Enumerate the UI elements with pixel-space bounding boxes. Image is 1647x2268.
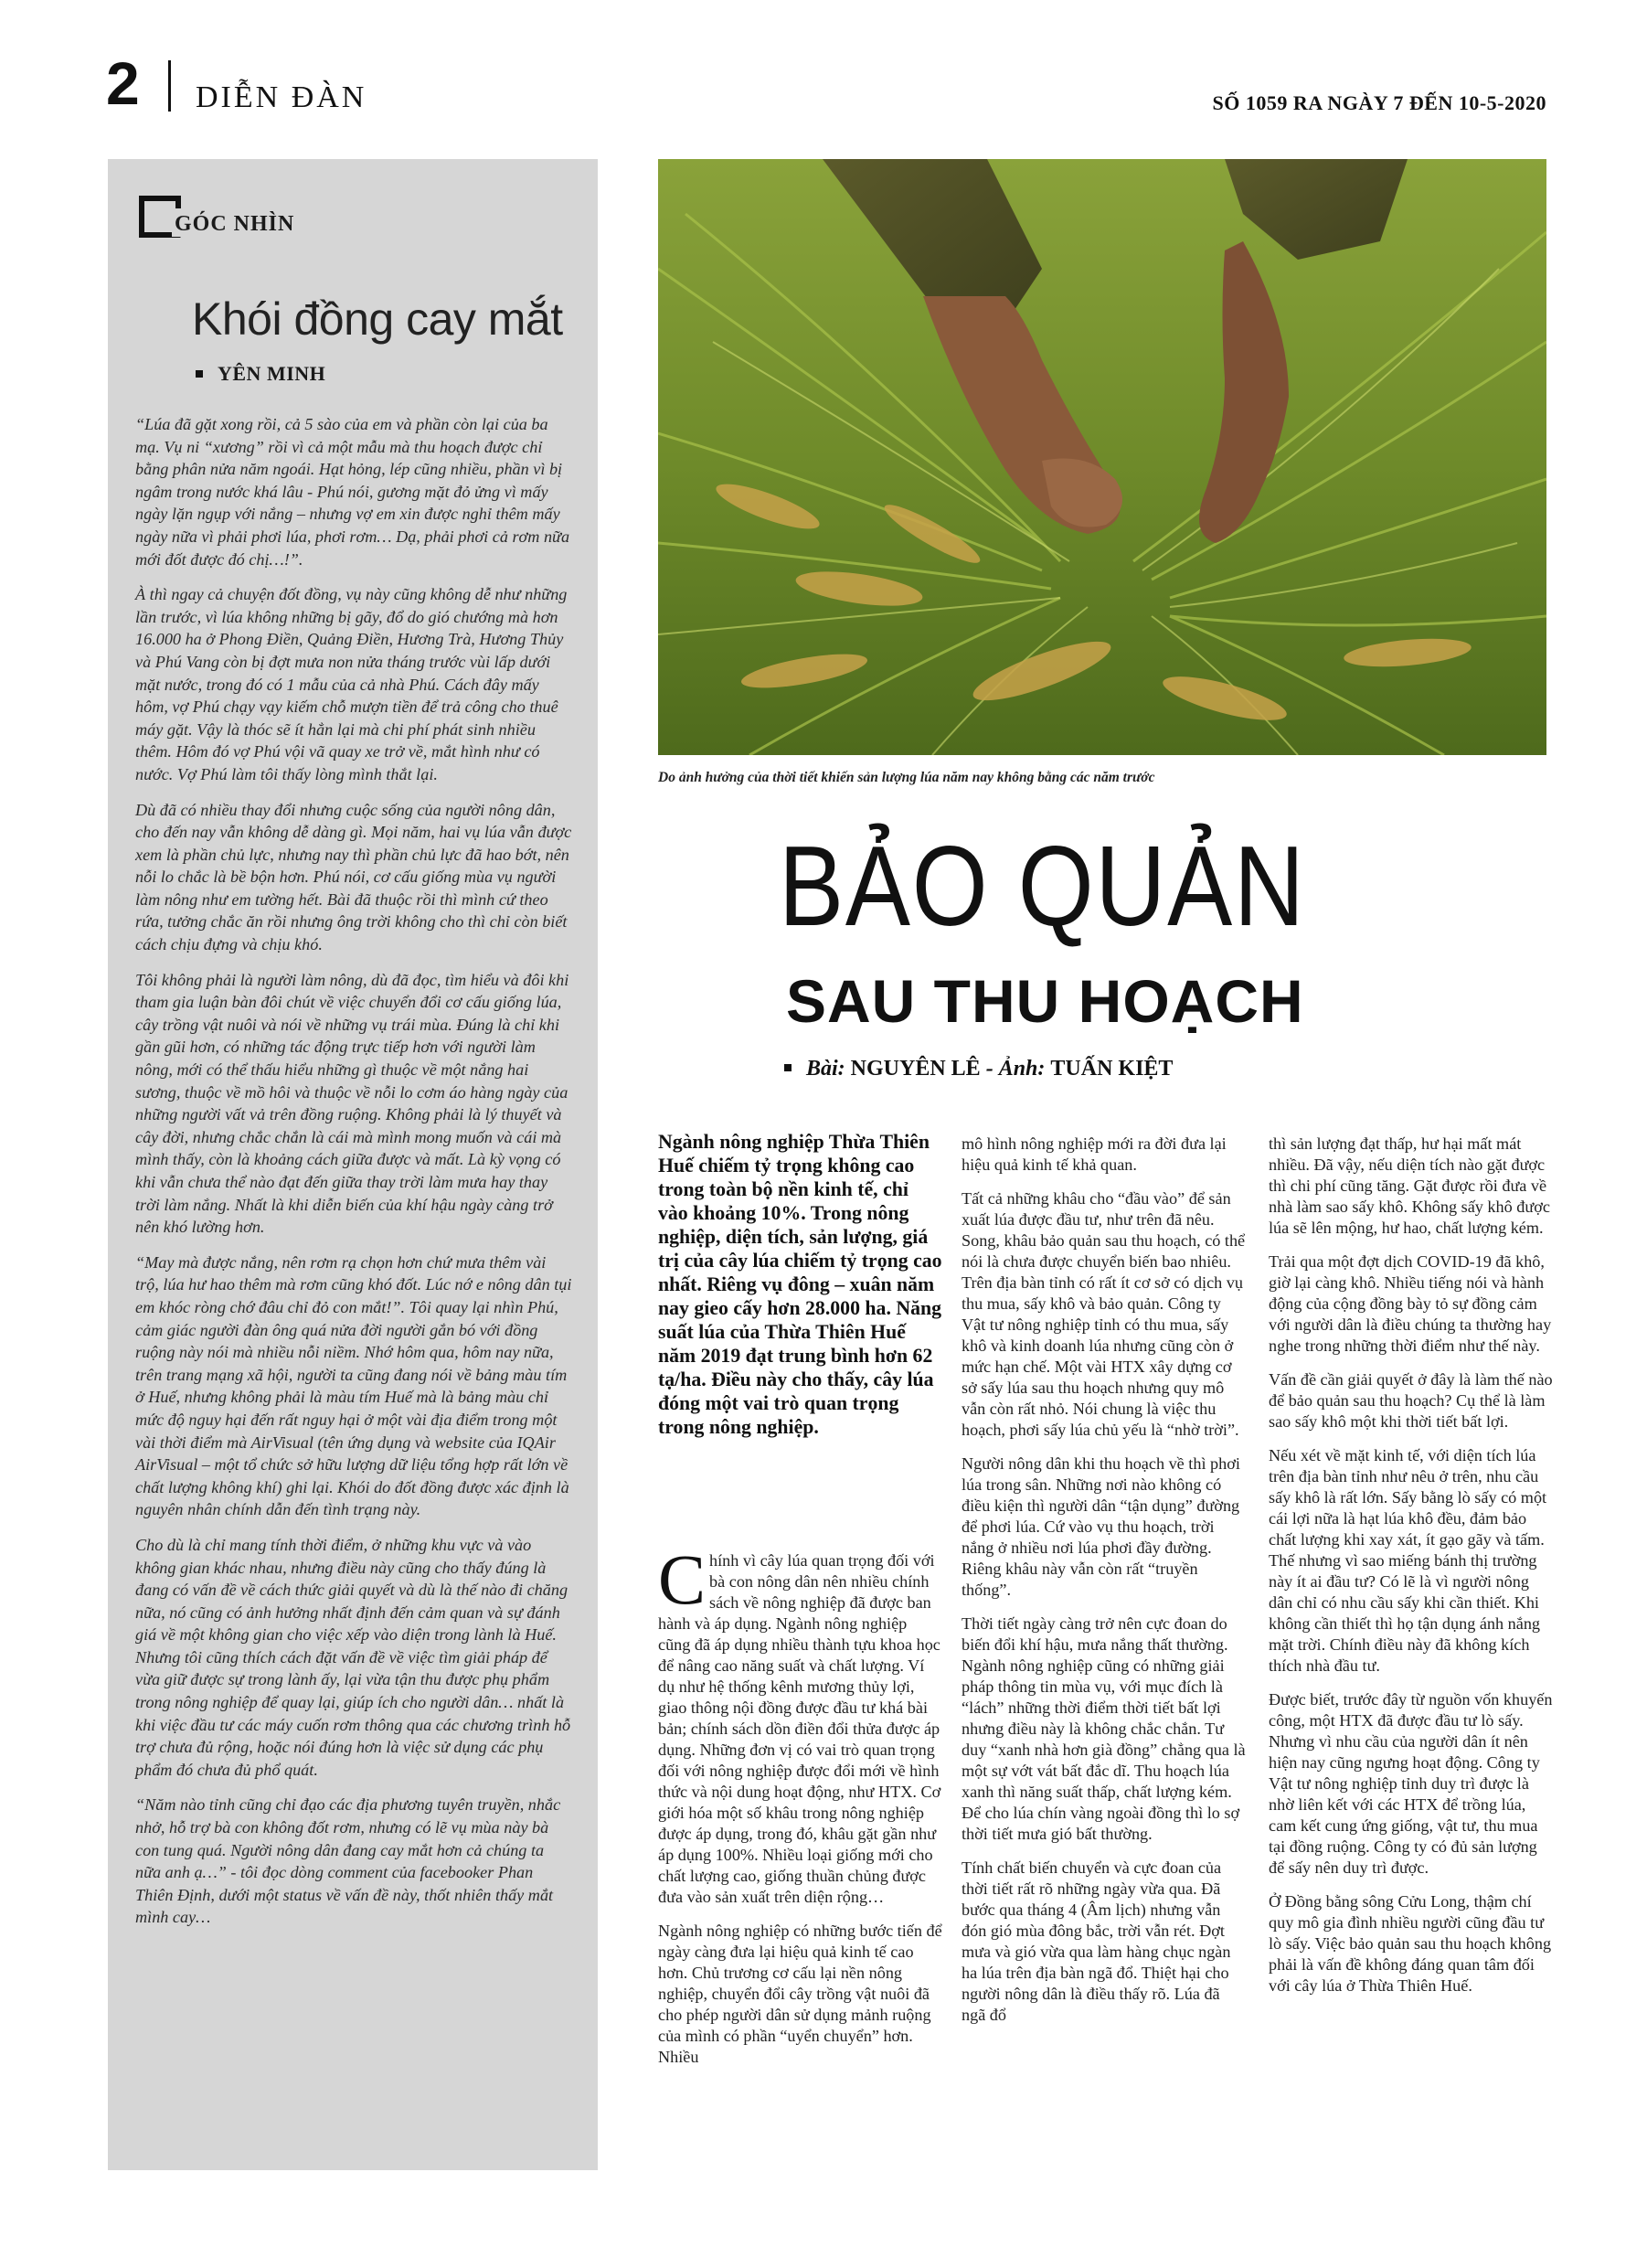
- sidebar-author: [196, 362, 325, 386]
- article-paragraph: Được biết, trước đây từ nguồn vốn khuyến công, một HTX đã được đầu tư lò sấy. Nhưng vì nhu cầu của người dân ít nên hiện nay cũng ngưng hoạt động. Công ty Vật tư nông nghiệp tỉnh duy trì được là nhờ liên kết với các HTX để trồng lúa, cam kết cung ứng giống, vật tư, thu mua tại đồng ruộng. Công ty có đủ sản lượng để sấy nên duy trì được.: [1269, 1690, 1553, 1877]
- article-paragraph: Người nông dân khi thu hoạch về thì phơi lúa trong sân. Những nơi nào không có điều kiện thì người dân “tận dụng” đường để phơi lúa. Cứ vào vụ thu hoạch, trời nắng ở nhiều nơi lúa phơi đầy đường. Riêng khâu này vẫn còn rất “truyền thống”.: [962, 1454, 1240, 1599]
- sidebar-paragraph: Dù đã có nhiều thay đổi nhưng cuộc sống của người nông dân, cho đến nay vẫn không dễ dàng gì. Mọi năm, hai vụ lúa vẫn được xem là phần chủ lực, nhưng nay thì phần chủ lực đã hao bớt, nên nỗi lo chắc là bề bộn hơn. Phú nói, cơ cấu giống mùa vụ người làm nông như em tường hết. Bài đã thuộc rồi thì mình cứ theo rứa, tưởng chắc ăn rồi nhưng ông trời không cho thì chỉ còn biết cách chịu đựng và chịu khó.: [135, 800, 572, 954]
- article-column-1: [658, 1130, 943, 1452]
- byline-role: Ảnh:: [998, 1057, 1046, 1081]
- sidebar-opinion-column: [108, 159, 598, 2170]
- photo-caption: Do ảnh hưởng của thời tiết khiến sản lượng lúa năm nay không bằng các năm trước: [658, 770, 1155, 785]
- article-headline: BẢO QUẢN: [779, 824, 1306, 950]
- byline-photographer: TUẤN KIỆT: [1050, 1057, 1174, 1081]
- drop-cap: C: [658, 1539, 707, 1619]
- byline-role: Bài:: [806, 1057, 845, 1081]
- byline-author: NGUYÊN LÊ: [850, 1057, 981, 1081]
- sidebar-paragraph: Cho dù là chỉ mang tính thời điểm, ở những khu vực và vào không gian khác nhau, nhưng điều này cũng cho thấy đúng là đang có vấn đề về cách thức giải quyết và dù là thế nào đi chăng nữa, nó cũng có ảnh hưởng nhất định đến cảm quan và sự đánh giá về một không gian cho việc xếp vào diện trong lành là Huế. Nhưng tôi cũng thích cách đặt vấn đề về việc tìm giải pháp để vừa giữ được sự trong lành ấy, lại vừa tận thu được phụ phẩm trong nông nghiệp để quay lại, giúp ích cho người dân… nhất là khi việc đầu tư các máy cuốn rơm thông qua các chương trình hỗ trợ chưa đủ rộng, hoặc nói đúng hơn là việc sử dụng các phụ phẩm đó chưa đủ phổ quát.: [135, 1535, 571, 1779]
- article-byline: [784, 1057, 1173, 1081]
- article-paragraph: Tất cả những khâu cho “đầu vào” để sản xuất lúa được đầu tư, như trên đã nêu. Song, khâu bảo quản sau thu hoạch, có thể nói là chưa được chuyển biến bao nhiêu. Trên địa bàn tỉnh có rất ít cơ sở có dịch vụ thu mua, sấy khô và bảo quản. Công ty Vật tư nông nghiệp tỉnh có thu mua, sấy khô và kinh doanh lúa nhưng cũng còn ở mức hạn chế. Một vài HTX xây dựng cơ sở sấy lúa sau thu hoạch nhưng quy mô vẫn còn rất nhỏ. Nói chung là việc thu hoạch, phơi sấy lúa chủ yếu là “nhờ trời”.: [962, 1189, 1246, 1439]
- article-paragraph: Nếu xét về mặt kinh tế, với diện tích lúa trên địa bàn tỉnh như nêu ở trên, nhu cầu sấy khô là rất lớn. Sấy bằng lò sấy có một cái lợi nữa là hạt lúa khô đều, đảm bảo chất lượng khi xay xát, ít gạo gãy và tấm. Thế nhưng vì sao miếng bánh thị trường này ít ai đầu tư? Có lẽ là vì người nông dân chỉ có nhu cầu sấy khi cần thiết. Khi không cần thiết thì họ tận dụng ánh nắng mặt trời. Chính điều này đã không kích thích nhà đầu tư.: [1269, 1446, 1547, 1675]
- issue-info: SỐ 1059 RA NGÀY 7 ĐẾN 10-5-2020: [1212, 91, 1546, 114]
- section-name: DIỄN ĐÀN: [196, 80, 367, 114]
- article-paragraph: Tính chất biến chuyển và cực đoan của thời tiết rất rõ những ngày vừa qua. Đã bước qua tháng 4 (Âm lịch) nhưng vẫn đón gió mùa đông bắc, trời vẫn rét. Đợt mưa và gió vừa qua làm hàng chục ngàn ha lúa trên địa bàn ngã đổ. Thiệt hại cho người nông dân là điều thấy rõ. Lúa đã ngã đổ: [962, 1858, 1231, 2024]
- bullet-icon: [784, 1064, 792, 1071]
- page-number: 2: [106, 49, 140, 117]
- article-subheadline: SAU THU HOẠCH: [786, 967, 1304, 1035]
- column-label: GÓC NHÌN: [172, 212, 297, 237]
- sidebar-paragraph: “May mà được nắng, nên rơm rạ chọn hơn chứ mưa thêm vài trộ, lúa hư hao thêm mà rơm cũng khó đốt. Lúc nớ e nông dân tụi em khóc ròng chớ đâu chỉ đỏ con mắt!”. Tôi quay lại nhìn Phú, cảm giác người đàn ông quá nửa đời người gắn bó với đồng ruộng này nói mà nhiều nỗi niềm. Nhớ hôm qua, hôm nay nữa, trên trang mạng xã hội, người ta cũng đang nói về bảng màu tím ở Huế, nhưng không phải là màu tím Huế mà là bảng màu chỉ mức độ nguy hại đến rất nguy hại ở một vài địa điểm trong một vài thời điểm mà AirVisual (tên ứng dụng và website của IQAir AirVisual – một tổ chức sở hữu lượng dữ liệu tổng hợp rất lớn về chất lượng không khí) ghi lại. Khói do đốt đồng được xác định là nguyên nhân chính dẫn đến tình trạng này.: [135, 1252, 572, 1519]
- rice-harvest-photo: [658, 159, 1546, 755]
- sidebar-paragraph: “Lúa đã gặt xong rồi, cả 5 sào của em và phần còn lại của ba mạ. Vụ ni “xương” rồi vì cả một mẫu mà thu hoạch được chỉ bằng phân nửa năm ngoái. Hạt hỏng, lép cũng nhiều, phần vì bị ngâm trong nước khá lâu - Phú nói, gương mặt đỏ ửng vì mấy ngày lặn ngụp với nắng – nhưng vợ em xin được nghỉ thêm mấy ngày nữa vì phải phơi lúa, phơi rơm… Dạ, phải phơi cả rơm nữa mới đốt được đó chị…!”.: [135, 415, 570, 569]
- article-column-3: [1269, 1134, 1554, 2009]
- article-paragraph-text: hính vì cây lúa quan trọng đối với bà con nông dân nên nhiều chính sách về nông nghiệp đã được ban hành và áp dụng. Ngành nông nghiệp cũng đã áp dụng nhiều thành tựu khoa học để nâng cao năng suất và chất lượng. Ví dụ như hệ thống kênh mương thủy lợi, giao thông nội đồng được đầu tư khá bài bản; chính sách dồn điền đổi thửa được áp dụng. Những đơn vị có vai trò quan trọng đối với nông nghiệp được đổi mới về hình thức và nội dung hoạt động, như HTX. Cơ giới hóa một số khâu trong nông nghiệp được áp dụng, trong đó, khâu gặt gần như áp dụng 100%. Nhiều loại giống mới cho chất lượng cao, giống thuần chủng được đưa vào sản xuất trên diện rộng…: [658, 1551, 941, 1906]
- sidebar-body: [135, 413, 572, 1942]
- sidebar-paragraph: Tôi không phải là người làm nông, dù đã đọc, tìm hiểu và đôi khi tham gia luận bàn đôi chút về việc chuyển đổi cơ cấu giống lúa, cây trồng vật nuôi và nói về những vụ trái mùa. Đúng là chỉ khi gần gũi hơn, có những tác động trực tiếp hơn với người làm nông, mới có thể thấu hiểu những gì thuộc về một nắng hai sương, thuộc về mồ hôi và thuộc về nỗi lo cơm áo hàng ngày của những người vất vả trên đồng ruộng. Không phải là lý thuyết và cây đời, nhưng chắc chắn là cái mà mình mong muốn và cái mà mình thấy, còn là khoảng cách giữa được và mất. Là kỳ vọng có khi vẫn chưa thể nào đạt đến giữa thay trời làm mưa hay thay trời làm nắng. Nhất là khi diễn biến của khí hậu ngày càng trở nên khó lường hơn.: [135, 970, 569, 1237]
- article-paragraph: Thời tiết ngày càng trở nên cực đoan do biến đổi khí hậu, mưa nắng thất thường. Ngành nông nghiệp cũng có những giải pháp thông tin mùa vụ, với mục đích là “lách” những thời điểm thời tiết bất lợi nhưng điều này là không chắc chắn. Tư duy “xanh nhà hơn già đồng” chẳng qua là một sự vớt vát bất đắc dĩ. Thu hoạch lúa xanh thì năng suất thấp, chất lượng kém. Để cho lúa chín vàng ngoài đồng thì lo sợ thời tiết mưa gió bất thường.: [962, 1614, 1246, 1843]
- byline-separator: -: [980, 1057, 999, 1081]
- sidebar-paragraph: “Năm nào tỉnh cũng chỉ đạo các địa phương tuyên truyền, nhắc nhở, hỗ trợ bà con không đốt rơm, nhưng có lẽ vụ mùa này bà con tung quá. Người nông dân đang cay mắt hơn cả chúng ta nữa anh ạ…” - tôi đọc dòng comment của facebooker Phan Thiên Định, dưới một status về vấn đề này, thốt nhiên thấy mắt mình cay…: [135, 1795, 561, 1927]
- sidebar-title: Khói đồng cay mắt: [192, 293, 563, 345]
- article-column-1-body: [658, 1539, 943, 2081]
- header-divider: [168, 60, 171, 112]
- article-paragraph: thì sản lượng đạt thấp, hư hại mất mát nhiều. Đã vậy, nếu diện tích nào gặt được thì chi phí cũng tăng. Gặt được rồi đưa về nhà làm sao sấy khô. Không sấy khô được lúa sẽ lên mộng, hư hao, chất lượng kém.: [1269, 1134, 1550, 1237]
- sidebar-author-name: YÊN MINH: [218, 362, 326, 385]
- article-paragraph: Trải qua một đợt dịch COVID-19 đã khô, giờ lại càng khô. Nhiều tiếng nói và hành động của cộng đồng bày tỏ sự đồng cảm với người dân là điều chúng ta thường hay nghe trong những thời điểm như thế này.: [1269, 1252, 1552, 1355]
- bullet-icon: [196, 370, 203, 378]
- article-paragraph: Ngành nông nghiệp có những bước tiến để ngày càng đưa lại hiệu quả kinh tế cao hơn. Chủ trương cơ cấu lại nền nông nghiệp, chuyển đổi cây trồng vật nuôi đã cho phép người dân sử dụng mảnh ruộng của mình có phần “uyển chuyển” hơn. Nhiều: [658, 1922, 942, 2066]
- article-lead: Ngành nông nghiệp Thừa Thiên Huế chiếm tỷ trọng không cao trong toàn bộ nền kinh tế, chỉ vào khoảng 10%. Trong nông nghiệp, diện tích, sản lượng, giá trị của cây lúa chiếm tỷ trọng cao nhất. Riêng vụ đông – xuân năm nay gieo cấy hơn 28.000 ha. Năng suất lúa của Thừa Thiên Huế năm 2019 đạt trung bình hơn 62 tạ/ha. Điều này cho thấy, cây lúa đóng một vai trò quan trọng trong nông nghiệp.: [658, 1131, 942, 1438]
- article-paragraph: [658, 1539, 943, 1908]
- sidebar-paragraph: À thì ngay cả chuyện đốt đồng, vụ này cũng không dễ như những lần trước, vì lúa không những bị gãy, đổ do gió chướng mà hơn 16.000 ha ở Phong Điền, Quảng Điền, Hương Trà, Hương Thủy và Phú Vang còn bị đợt mưa non nửa tháng trước vùi lấp dưới mặt nước, trong đó có 1 mẫu của cả nhà Phú. Cách đây mấy hôm, vợ Phú chạy vạy kiếm chỗ mượn tiền để trả công cho thuê máy gặt. Vậy là thóc sẽ ít hẳn lại mà chi phí phát sinh nhiều thêm. Hôm đó vợ Phú vội vã quay xe trở về, mắt hình như có nước. Vợ Phú làm tôi thấy lòng mình thắt lại.: [135, 585, 568, 783]
- article-paragraph: Ở Đồng bằng sông Cửu Long, thậm chí quy mô gia đình nhiều người cũng đầu tư lò sấy. Việc bảo quản sau thu hoạch không phải là vấn đề không đáng quan tâm đối với cây lúa ở Thừa Thiên Huế.: [1269, 1892, 1552, 1995]
- article-paragraph: Vấn đề cần giải quyết ở đây là làm thế nào để bảo quản sau thu hoạch? Cụ thể là làm sao sấy khô một khi thời tiết bất lợi.: [1269, 1370, 1553, 1431]
- article-paragraph: mô hình nông nghiệp mới ra đời đưa lại hiệu quả kinh tế khả quan.: [962, 1134, 1227, 1174]
- article-column-2: [962, 1134, 1247, 2039]
